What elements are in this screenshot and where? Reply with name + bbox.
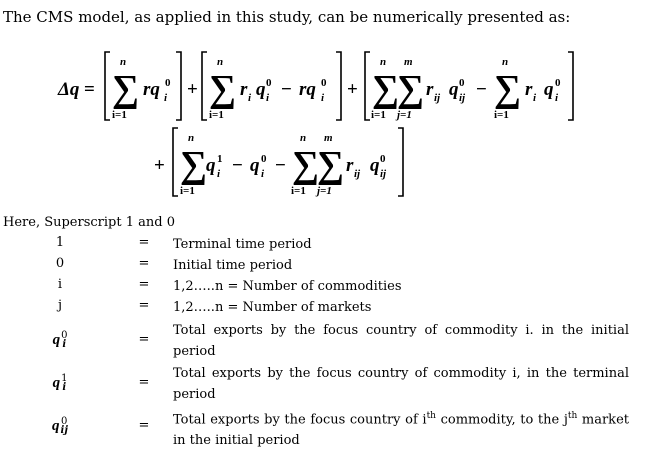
- equals-sign: =: [138, 418, 150, 433]
- svg-text:∑: ∑: [180, 144, 208, 186]
- cms-equation: [0, 0, 658, 215]
- definition-text: 1,2…..n = Number of commodities: [173, 279, 402, 294]
- definition-symbol-q-ij-0: q 0 ij: [52, 416, 68, 436]
- svg-text:i=1: i=1: [209, 109, 224, 121]
- svg-text:rq: rq: [143, 79, 160, 100]
- definition-text: 1,2…..n = Number of markets: [173, 300, 372, 315]
- svg-text:q: q: [206, 155, 216, 176]
- definition-symbol: 1: [55, 235, 65, 250]
- svg-text:+: +: [347, 79, 358, 100]
- equals-sign: =: [138, 256, 150, 271]
- svg-text:ij: ij: [434, 92, 441, 104]
- superscript-note: Here, Superscript 1 and 0: [3, 215, 175, 230]
- definition-symbol-q-i-1: q 1 i: [52, 373, 68, 393]
- svg-text:q: q: [250, 155, 260, 176]
- definition-row: [0, 297, 658, 318]
- svg-text:i: i: [248, 92, 252, 104]
- svg-text:i=1: i=1: [371, 109, 386, 121]
- svg-text:0: 0: [380, 153, 386, 165]
- definition-text: Terminal time period: [173, 237, 312, 252]
- svg-text:i: i: [555, 92, 559, 104]
- svg-text:m: m: [324, 132, 333, 144]
- bracket-3-left: [365, 52, 370, 120]
- definition-row: [0, 406, 658, 448]
- svg-text:i: i: [533, 92, 537, 104]
- svg-text:=: =: [84, 79, 95, 100]
- svg-text:i=1: i=1: [180, 185, 195, 197]
- svg-text:0: 0: [459, 77, 465, 89]
- svg-text:r: r: [240, 79, 248, 100]
- svg-text:q: q: [449, 79, 459, 100]
- definition-row: [0, 234, 658, 255]
- svg-text:ij: ij: [380, 168, 387, 180]
- svg-text:i: i: [164, 92, 168, 104]
- svg-text:−: −: [476, 79, 487, 100]
- svg-text:q: q: [256, 79, 266, 100]
- svg-text:i=1: i=1: [291, 185, 306, 197]
- svg-text:0: 0: [555, 77, 561, 89]
- definition-text: Total exports by the focus country of commodity i. in the initial period: [173, 323, 629, 359]
- svg-text:n: n: [502, 56, 509, 68]
- definition-symbol-q-i-0: q 0 i: [52, 330, 68, 350]
- svg-text:j=1: j=1: [397, 109, 412, 121]
- delta-q: Δq: [58, 79, 80, 100]
- svg-text:r: r: [426, 79, 434, 100]
- svg-text:rq: rq: [299, 79, 316, 100]
- definition-row: [0, 363, 658, 405]
- svg-text:∑: ∑: [397, 68, 425, 110]
- bracket-1-left: [105, 52, 110, 120]
- bracket-2-left: [202, 52, 207, 120]
- equals-sign: =: [138, 332, 150, 347]
- svg-text:∑: ∑: [372, 68, 400, 110]
- equals-sign: =: [138, 235, 150, 250]
- svg-text:j=1: j=1: [317, 185, 332, 197]
- svg-text:q: q: [370, 155, 380, 176]
- definition-row: [0, 320, 658, 362]
- definition-row: [0, 255, 658, 276]
- svg-text:q: q: [544, 79, 554, 100]
- definition-symbol: j: [57, 298, 63, 313]
- svg-text:i: i: [266, 92, 270, 104]
- equals-sign: =: [138, 375, 150, 390]
- svg-text:i: i: [321, 92, 325, 104]
- svg-text:ij: ij: [354, 168, 361, 180]
- svg-text:n: n: [300, 132, 307, 144]
- svg-text:n: n: [217, 56, 224, 68]
- svg-text:r: r: [346, 155, 354, 176]
- definition-text: Total exports by the focus country of $i^{th}$ commodity, to the $j^{th}$ market in the initial period: [173, 411, 629, 449]
- bracket-4-left: [173, 128, 178, 196]
- definition-text: Initial time period: [173, 258, 293, 273]
- svg-text:n: n: [188, 132, 195, 144]
- svg-text:∑: ∑: [494, 68, 522, 110]
- svg-text:−: −: [232, 155, 243, 176]
- svg-text:−: −: [281, 79, 292, 100]
- intro-text: The CMS model, as applied in this study, can be numerically presented as:: [3, 8, 571, 26]
- svg-text:0: 0: [321, 77, 327, 89]
- svg-text:1: 1: [217, 153, 223, 165]
- bracket-4-right: [398, 128, 403, 196]
- svg-text:−: −: [275, 155, 286, 176]
- definition-row: [0, 276, 658, 297]
- svg-text:+: +: [187, 79, 198, 100]
- svg-text:∑: ∑: [112, 68, 140, 110]
- definition-symbol: i: [57, 277, 63, 292]
- svg-text:∑: ∑: [317, 144, 345, 186]
- bracket-3-right: [568, 52, 573, 120]
- svg-text:0: 0: [165, 77, 171, 89]
- svg-text:i=1: i=1: [494, 109, 509, 121]
- svg-text:n: n: [120, 56, 127, 68]
- definition-symbol: 0: [55, 256, 65, 271]
- svg-text:r: r: [525, 79, 533, 100]
- svg-text:i: i: [217, 168, 221, 180]
- bracket-1-right: [176, 52, 181, 120]
- definition-text: Total exports by the focus country of commodity i, in the terminal period: [173, 366, 629, 402]
- svg-text:0: 0: [261, 153, 267, 165]
- svg-text:n: n: [380, 56, 387, 68]
- svg-text:i: i: [261, 168, 265, 180]
- svg-text:∑: ∑: [292, 144, 320, 186]
- svg-text:ij: ij: [459, 92, 466, 104]
- svg-text:+: +: [154, 155, 165, 176]
- svg-text:∑: ∑: [209, 68, 237, 110]
- bracket-2-right: [336, 52, 341, 120]
- svg-text:m: m: [404, 56, 413, 68]
- equals-sign: =: [138, 298, 150, 313]
- equals-sign: =: [138, 277, 150, 292]
- svg-text:0: 0: [266, 77, 272, 89]
- svg-text:i=1: i=1: [112, 109, 127, 121]
